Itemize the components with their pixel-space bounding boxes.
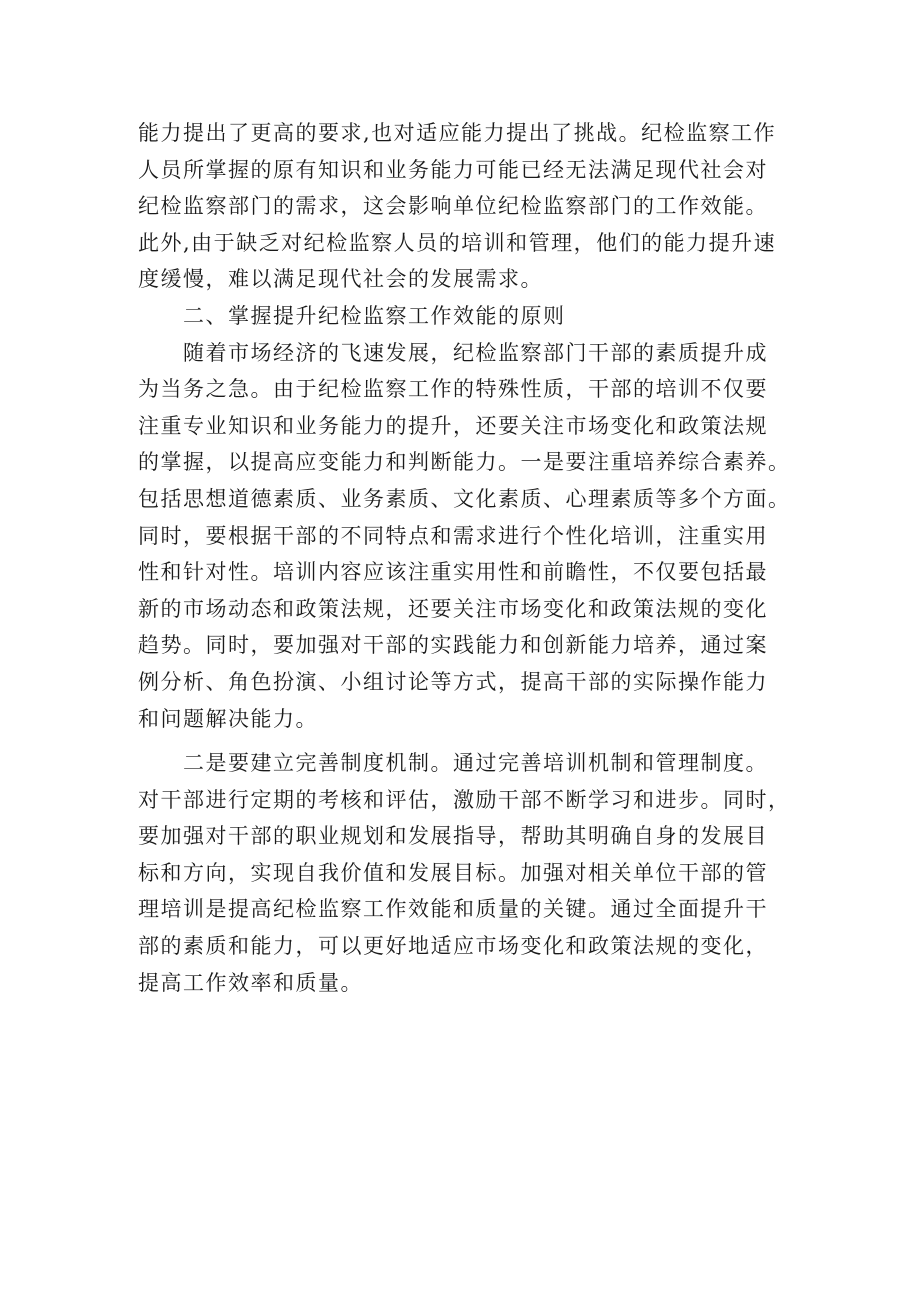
document-body bbox=[138, 115, 798, 1001]
text-line: 纪检监察部门的需求，这会影响单位纪检监察部门的工作效能。 bbox=[138, 194, 768, 219]
paragraph-mechanism bbox=[138, 745, 798, 1001]
text-line: 提高工作效率和质量。 bbox=[138, 970, 363, 995]
text-line: 注重专业知识和业务能力的提升，还要关注市场变化和政策法规 bbox=[138, 413, 768, 438]
paragraph-principles bbox=[138, 335, 798, 738]
text-line: 对干部进行定期的考核和评估，激励干部不断学习和进步。同时， bbox=[138, 787, 791, 812]
text-line: 要加强对干部的职业规划和发展指导，帮助其明确自身的发展目 bbox=[138, 824, 768, 849]
text-line: 随着市场经济的飞速发展，纪检监察部门干部的素质提升成 bbox=[183, 340, 768, 365]
text-line: 性和针对性。培训内容应该注重实用性和前瞻性，不仅要包括最 bbox=[138, 560, 768, 585]
section-heading: 二、掌握提升纪检监察工作效能的原则 bbox=[183, 303, 566, 328]
text-line: 同时，要根据干部的不同特点和需求进行个性化培训，注重实用 bbox=[138, 523, 768, 548]
text-line: 部的素质和能力，可以更好地适应市场变化和政策法规的变化， bbox=[138, 934, 768, 959]
paragraph-continued bbox=[138, 115, 798, 298]
text-line: 此外,由于缺乏对纪检监察人员的培训和管理，他们的能力提升速 bbox=[138, 230, 777, 255]
text-line: 的掌握，以提高应变能力和判断能力。一是要注重培养综合素养。 bbox=[138, 450, 791, 475]
text-line: 人员所掌握的原有知识和业务能力可能已经无法满足现代社会对 bbox=[138, 157, 768, 182]
text-line: 例分析、角色扮演、小组讨论等方式，提高干部的实际操作能力 bbox=[138, 669, 768, 694]
text-line: 理培训是提高纪检监察工作效能和质量的关键。通过全面提升干 bbox=[138, 897, 768, 922]
text-line: 包括思想道德素质、业务素质、文化素质、心理素质等多个方面。 bbox=[138, 486, 791, 511]
text-line: 为当务之急。由于纪检监察工作的特殊性质，干部的培训不仅要 bbox=[138, 377, 768, 402]
text-line: 和问题解决能力。 bbox=[138, 706, 318, 731]
text-line: 度缓慢，难以满足现代社会的发展需求。 bbox=[138, 267, 543, 292]
text-line: 趋势。同时，要加强对干部的实践能力和创新能力培养，通过案 bbox=[138, 633, 768, 658]
text-line: 二是要建立完善制度机制。通过完善培训机制和管理制度。 bbox=[183, 751, 768, 776]
text-line: 新的市场动态和政策法规，还要关注市场变化和政策法规的变化 bbox=[138, 596, 768, 621]
text-line: 标和方向，实现自我价值和发展目标。加强对相关单位干部的管 bbox=[138, 860, 768, 885]
text-line: 能力提出了更高的要求,也对适应能力提出了挑战。纪检监察工作 bbox=[138, 121, 777, 145]
